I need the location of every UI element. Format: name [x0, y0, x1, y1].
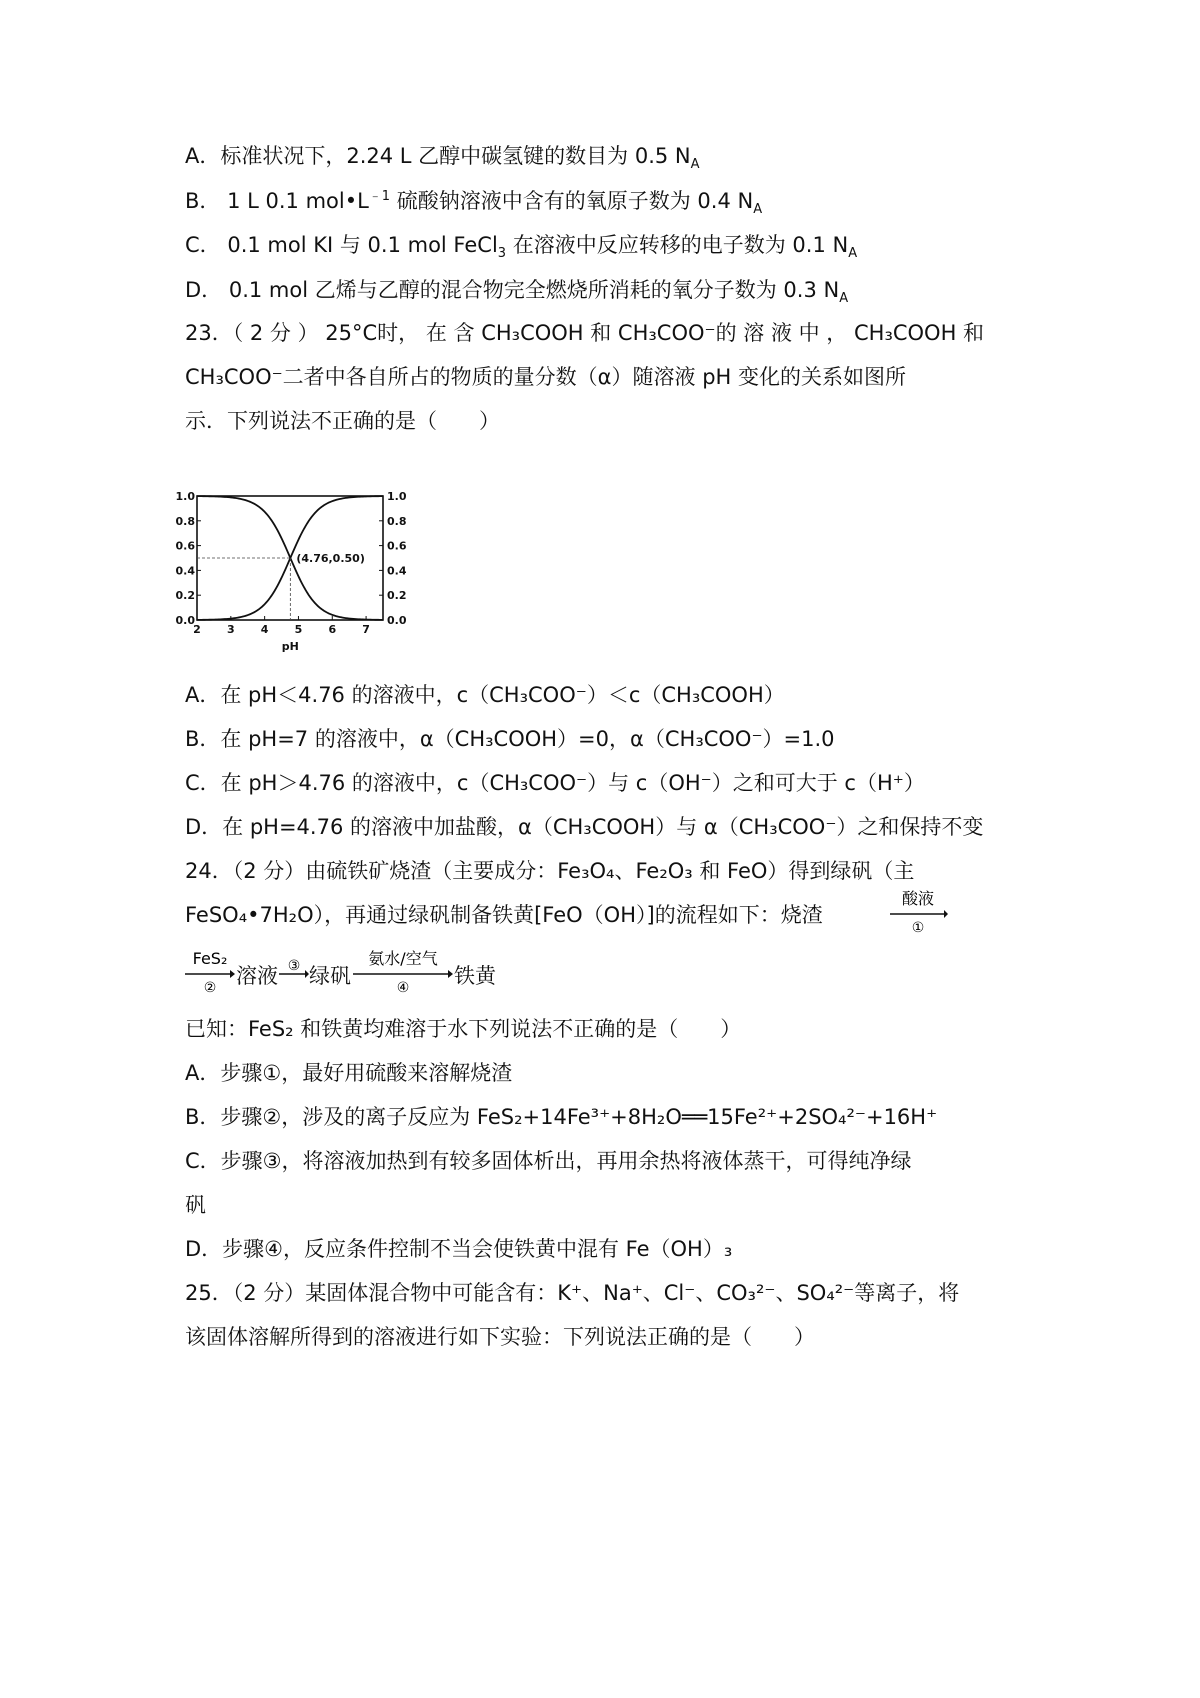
q22-option-a: A．标准状况下，2.24 L 乙醇中碳氢键的数目为 0.5 $N_A$: [185, 144, 700, 173]
flow-solution: 溶液: [236, 964, 278, 988]
intersection-annotation: (4.76,0.50): [296, 552, 365, 565]
q22-option-d: D． 0.1 mol 乙烯与乙醇的混合物完全燃烧所消耗的氧分子数为 0.3 $N_A$: [185, 278, 849, 307]
x-tick-label: 7: [362, 623, 370, 636]
q22-option-c: C． 0.1 mol KI 与 0.1 mol FeCl$_3$ 在溶液中反应转移的电子数为 0.1 $N_A$: [185, 233, 858, 262]
x-tick-label: 2: [193, 623, 201, 636]
arrow-1-bottom-label: ①: [911, 920, 925, 936]
y-tick-label-right: 0.4: [387, 564, 407, 578]
y-tick-label-right: 0.6: [387, 539, 407, 553]
y-tick-label-left: 0.6: [175, 539, 195, 553]
flow-iron-yellow: 铁黄: [454, 964, 496, 988]
y-tick-label-right: 0.0: [387, 614, 407, 627]
arrow-1-top-label: 酸液: [901, 889, 935, 908]
y-tick-label-right: 1.0: [387, 490, 407, 503]
y-tick-label-right: 0.8: [387, 514, 407, 528]
ph-fraction-chart: [175, 488, 455, 668]
q24-option-a: A．步骤①，最好用硫酸来溶解烧渣: [185, 1061, 513, 1085]
q22-option-b: B． 1 L 0.1 $mol•L^{﹣1}$ 硫酸钠溶液中含有的氧原子数为 0.4 $N_A$: [185, 189, 763, 218]
arrow-3-label: ③: [287, 958, 301, 974]
y-tick-label-left: 0.2: [175, 589, 195, 603]
y-tick-label-left: 0.8: [175, 514, 195, 528]
q24-option-c-line1: C．步骤③，将溶液加热到有较多固体析出，再用余热将液体蒸干，可得纯净绿: [185, 1149, 912, 1173]
flow-arrow-4: [353, 948, 453, 998]
arrow-2-top-label: FeS₂: [192, 949, 228, 968]
x-tick-label: 4: [260, 623, 269, 636]
y-tick-label-left: 0.4: [175, 564, 195, 578]
q24-option-d: D．步骤④，反应条件控制不当会使铁黄中混有 Fe（OH）₃: [185, 1237, 733, 1261]
x-tick-label: 5: [294, 623, 303, 636]
flow-arrow-2: [185, 948, 235, 998]
q23-option-b: B．在 pH=7 的溶液中，α（CH₃COOH）=0，α（CH₃COO⁻）=1.0: [185, 727, 835, 751]
q23-option-a: A．在 pH＜4.76 的溶液中，c（CH₃COO⁻）＜c（CH₃COOH）: [185, 683, 785, 707]
q23-option-c: C．在 pH＞4.76 的溶液中，c（CH₃COO⁻）与 c（OH⁻）之和可大于 c（H⁺）: [185, 771, 925, 795]
flow-green-vitriol: 绿矾: [309, 964, 351, 988]
y-tick-label-right: 0.2: [387, 589, 407, 603]
q24-option-b: B．步骤②，涉及的离子反应为 FeS₂+14Fe³⁺+8H₂O══15Fe²⁺+2SO₄²⁻+16H⁺: [185, 1105, 938, 1129]
arrow-2-bottom-label: ②: [203, 980, 217, 996]
q24-stem-line1: 24．（2 分）由硫铁矿烧渣（主要成分：Fe₃O₄、Fe₂O₃ 和 FeO）得到绿矾（主: [185, 859, 915, 883]
q23-stem-line2: CH₃COO⁻二者中各自所占的物质的量分数（α）随溶液 pH 变化的关系如图所: [185, 365, 906, 389]
x-tick-label: 3: [226, 623, 235, 636]
x-axis-label: pH: [281, 640, 299, 653]
q25-stem-line1: 25．（2 分）某固体混合物中可能含有：K⁺、Na⁺、Cl⁻、CO₃²⁻、SO₄²⁻等离子，将: [185, 1281, 960, 1305]
y-tick-label-left: 0.0: [175, 614, 195, 627]
flow-arrow-3: [279, 948, 309, 998]
q24-option-c-line2: 矾: [185, 1193, 206, 1217]
q23-option-d: D．在 pH=4.76 的溶液中加盐酸，α（CH₃COOH）与 α（CH₃COO⁻）之和保持不变: [185, 815, 984, 839]
flow-arrow-1: [888, 888, 948, 940]
q23-stem-line3: 示．下列说法不正确的是（ ）: [185, 409, 500, 433]
arrow-4-bottom-label: ④: [396, 980, 410, 996]
q24-known: 已知：FeS₂ 和铁黄均难溶于水下列说法不正确的是（ ）: [185, 1017, 742, 1041]
arrow-4-top-label: 氨水/空气: [368, 949, 438, 968]
q25-stem-line2: 该固体溶解所得到的溶液进行如下实验：下列说法正确的是（ ）: [185, 1325, 815, 1349]
flow-sequence: [185, 948, 685, 998]
y-tick-label-left: 1.0: [175, 490, 195, 503]
q23-stem-line1: 23．（ 2 分 ） 25°C时， 在 含 CH₃COOH 和 CH₃COO⁻的 溶 液 中 ， CH₃COOH 和: [185, 321, 985, 345]
q24-stem-line2: FeSO₄•7H₂O），再通过绿矾制备铁黄[FeO（OH）]的流程如下：烧渣: [185, 903, 823, 927]
x-tick-label: 6: [328, 623, 337, 636]
